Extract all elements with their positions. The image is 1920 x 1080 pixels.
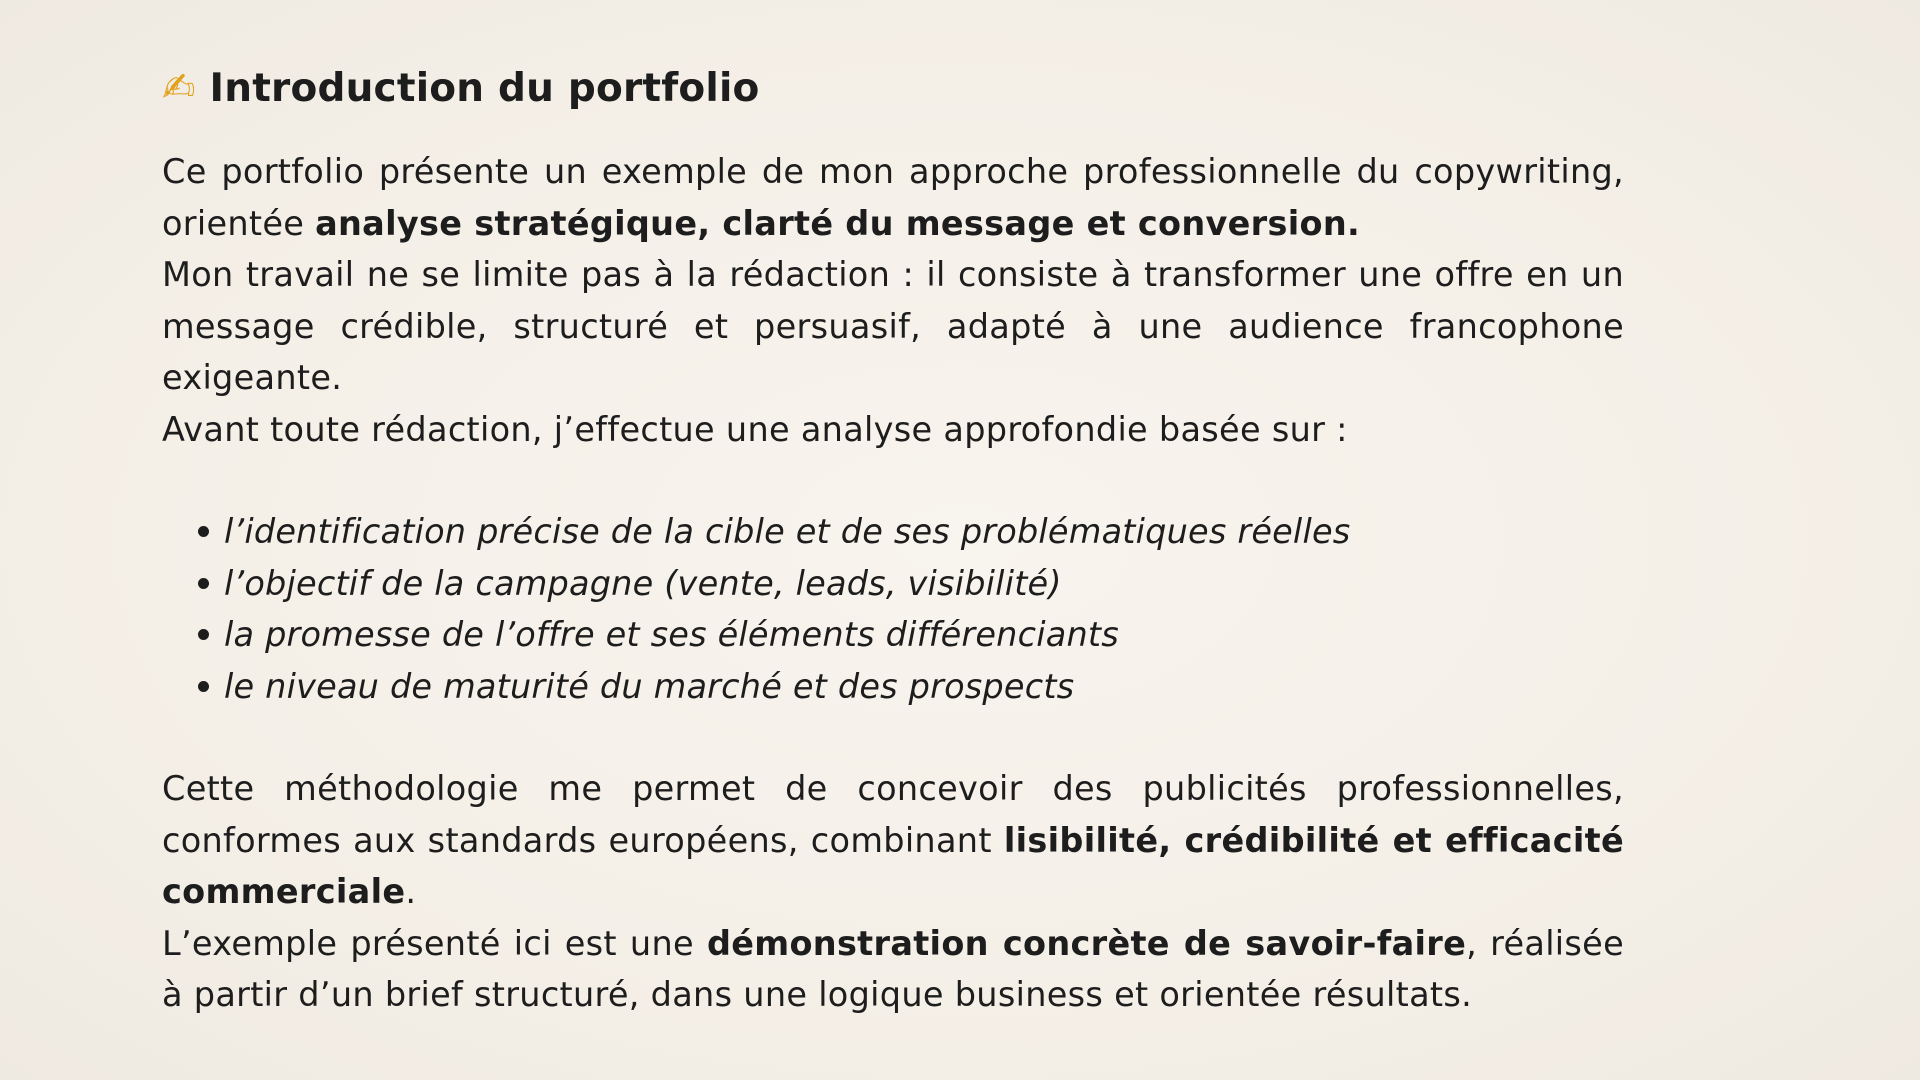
intro-paragraph xyxy=(162,146,1624,249)
intro-bold-text: analyse stratégique, clarté du message et conversion. xyxy=(315,203,1360,243)
section-title: Introduction du portfolio xyxy=(209,65,760,111)
list-item: la promesse de l’offre et ses éléments différenciants xyxy=(224,609,1624,661)
analysis-paragraph: Avant toute rédaction, j’effectue une analyse approfondie basée sur : xyxy=(162,409,1348,449)
writing-hand-icon: ✍ xyxy=(162,65,196,111)
example-text-start: L’exemple présenté ici est une xyxy=(162,923,707,963)
methodology-bold-text: lisibilité, crédibilité et efficacité commerciale xyxy=(162,820,1624,911)
work-paragraph: Mon travail ne se limite pas à la rédaction : il consiste à transformer une offre en un message crédible, structuré et persuasif, adapté à une audience francophone exigeante. xyxy=(162,255,1624,397)
methodology-text: Cette méthodologie me permet de concevoir des publicités professionnelles, conformes aux standards européens, combinant xyxy=(162,769,1624,860)
intro-text: Ce portfolio présente un exemple de mon approche professionnelle du copywriting, orientée xyxy=(162,152,1624,243)
methodology-paragraph xyxy=(162,763,1624,918)
list-item: le niveau de maturité du marché et des prospects xyxy=(224,661,1624,713)
methodology-end: . xyxy=(405,872,417,911)
list-item: l’identification précise de la cible et de ses problématiques réelles xyxy=(224,506,1624,558)
example-bold-text: démonstration concrète de savoir-faire xyxy=(706,923,1467,963)
analysis-list xyxy=(162,506,1624,712)
section-heading xyxy=(162,60,1624,116)
example-text-end: , réalisée à partir d’un brief structuré, dans une logique business et orientée résultats. xyxy=(162,923,1624,1014)
document-body xyxy=(162,60,1624,1021)
list-item: l’objectif de la campagne (vente, leads, visibilité) xyxy=(224,558,1624,610)
example-paragraph xyxy=(162,918,1624,1021)
